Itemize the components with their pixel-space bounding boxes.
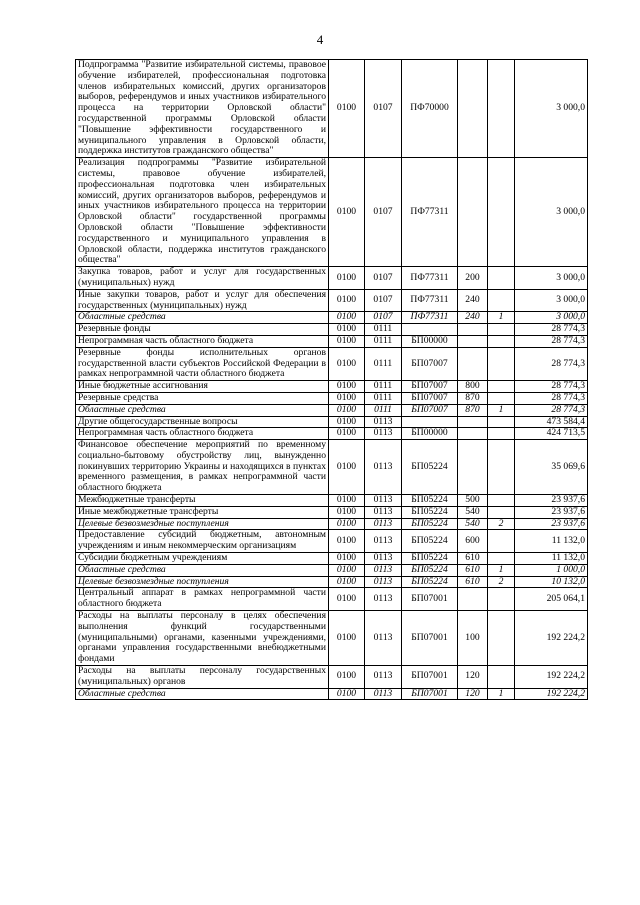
amount: 28 774,3 [515,381,588,393]
table-row [76,553,588,565]
funding-source: 1 [488,404,515,416]
funding-source [488,289,515,312]
expense-type: 200 [458,267,488,290]
amount: 424 713,5 [515,428,588,440]
row-name: Иные межбюджетные трансферты [76,506,329,518]
funding-source [488,440,515,495]
funding-source: 1 [488,688,515,700]
row-name: Областные средства [76,312,329,324]
row-name: Центральный аппарат в рамках непрограммной части областного бюджета [76,588,329,611]
table-row [76,518,588,530]
section-code: 0100 [329,404,365,416]
row-name: Расходы на выплаты персоналу в целях обеспечения выполнения функций государственными (муниципальными) органами, казенными учреждениями, органами управления государственными внебюджетными фондами [76,611,329,666]
funding-source: 1 [488,564,515,576]
table-row [76,324,588,336]
expense-type [458,60,488,158]
table-row [76,688,588,700]
section-code: 0100 [329,588,365,611]
amount: 23 937,6 [515,495,588,507]
section-code: 0100 [329,392,365,404]
funding-source [488,335,515,347]
section-code: 0100 [329,347,365,380]
target-code: БП05224 [402,564,458,576]
table-row [76,440,588,495]
subsection-code: 0113 [365,518,402,530]
target-code: БП05224 [402,518,458,530]
subsection-code: 0113 [365,440,402,495]
subsection-code: 0113 [365,495,402,507]
amount: 205 064,1 [515,588,588,611]
amount: 3 000,0 [515,289,588,312]
expense-type: 100 [458,611,488,666]
section-code: 0100 [329,506,365,518]
table-row [76,158,588,267]
amount: 28 774,3 [515,392,588,404]
expense-type: 870 [458,392,488,404]
section-code: 0100 [329,688,365,700]
table-row [76,392,588,404]
expense-type: 610 [458,564,488,576]
funding-source: 2 [488,576,515,588]
amount: 3 000,0 [515,312,588,324]
section-code: 0100 [329,611,365,666]
subsection-code: 0107 [365,289,402,312]
subsection-code: 0113 [365,506,402,518]
funding-source [488,392,515,404]
funding-source: 1 [488,312,515,324]
subsection-code: 0113 [365,666,402,689]
subsection-code: 0113 [365,553,402,565]
row-name: Областные средства [76,404,329,416]
target-code: БП05224 [402,553,458,565]
table-row [76,530,588,553]
amount: 192 224,2 [515,611,588,666]
amount: 3 000,0 [515,267,588,290]
subsection-code: 0113 [365,576,402,588]
amount: 28 774,3 [515,324,588,336]
expense-type: 240 [458,289,488,312]
subsection-code: 0111 [365,347,402,380]
subsection-code: 0107 [365,267,402,290]
table-row [76,428,588,440]
expense-type: 500 [458,495,488,507]
table-row [76,289,588,312]
row-name: Непрограммная часть областного бюджета [76,428,329,440]
expense-type: 610 [458,553,488,565]
amount: 11 132,0 [515,553,588,565]
expense-type [458,335,488,347]
target-code: БП00000 [402,335,458,347]
row-name: Закупка товаров, работ и услуг для государственных (муниципальных) нужд [76,267,329,290]
row-name: Резервные фонды исполнительных органов государственной власти субъектов Российской Федерации в рамках непрограммной части областного бюджета [76,347,329,380]
funding-source [488,506,515,518]
budget-table [75,59,588,700]
row-name: Другие общегосударственные вопросы [76,416,329,428]
table-row [76,588,588,611]
section-code: 0100 [329,335,365,347]
table-row [76,506,588,518]
table-row [76,576,588,588]
row-name: Расходы на выплаты персоналу государственных (муниципальных) органов [76,666,329,689]
target-code: ПФ70000 [402,60,458,158]
section-code: 0100 [329,495,365,507]
target-code: БП05224 [402,440,458,495]
row-name: Субсидии бюджетным учреждениям [76,553,329,565]
expense-type: 870 [458,404,488,416]
expense-type: 120 [458,688,488,700]
table-row [76,495,588,507]
target-code: БП05224 [402,576,458,588]
funding-source [488,416,515,428]
table-row [76,335,588,347]
target-code: ПФ77311 [402,267,458,290]
section-code: 0100 [329,312,365,324]
expense-type: 610 [458,576,488,588]
subsection-code: 0113 [365,530,402,553]
target-code: БП05224 [402,495,458,507]
subsection-code: 0111 [365,392,402,404]
amount: 23 937,6 [515,506,588,518]
amount: 35 069,6 [515,440,588,495]
subsection-code: 0111 [365,335,402,347]
row-name: Резервные средства [76,392,329,404]
table-row [76,564,588,576]
subsection-code: 0107 [365,60,402,158]
row-name: Резервные фонды [76,324,329,336]
subsection-code: 0111 [365,324,402,336]
row-name: Межбюджетные трансферты [76,495,329,507]
table-row [76,416,588,428]
subsection-code: 0107 [365,312,402,324]
target-code: БП07001 [402,611,458,666]
funding-source [488,553,515,565]
target-code: ПФ77311 [402,158,458,267]
funding-source [488,611,515,666]
amount: 1 000,0 [515,564,588,576]
amount: 28 774,3 [515,335,588,347]
row-name: Предоставление субсидий бюджетным, автономным учреждениям и иным некоммерческим организациям [76,530,329,553]
funding-source [488,588,515,611]
row-name: Иные бюджетные ассигнования [76,381,329,393]
section-code: 0100 [329,324,365,336]
row-name: Финансовое обеспечение мероприятий по временному социально-бытовому обустройству лиц, вынужденно покинувших территорию Украины и находящихся в пунктах временного размещения, в рамках непрограммной части областного бюджета [76,440,329,495]
section-code: 0100 [329,60,365,158]
section-code: 0100 [329,576,365,588]
section-code: 0100 [329,381,365,393]
amount: 3 000,0 [515,60,588,158]
section-code: 0100 [329,158,365,267]
amount: 28 774,3 [515,404,588,416]
table-row [76,611,588,666]
target-code: БП07001 [402,688,458,700]
table-row [76,381,588,393]
expense-type [458,158,488,267]
table-row [76,347,588,380]
expense-type: 800 [458,381,488,393]
row-name: Целевые безвозмездные поступления [76,518,329,530]
amount: 11 132,0 [515,530,588,553]
funding-source [488,267,515,290]
target-code: БП07001 [402,666,458,689]
funding-source [488,530,515,553]
target-code: БП07007 [402,404,458,416]
amount: 23 937,6 [515,518,588,530]
target-code: БП00000 [402,428,458,440]
amount: 192 224,2 [515,666,588,689]
row-name: Областные средства [76,564,329,576]
target-code: ПФ77311 [402,289,458,312]
table-row [76,666,588,689]
target-code: БП05224 [402,530,458,553]
expense-type [458,324,488,336]
row-name: Иные закупки товаров, работ и услуг для обеспечения государственных (муниципальных) нужд [76,289,329,312]
target-code: БП07007 [402,347,458,380]
section-code: 0100 [329,553,365,565]
funding-source [488,347,515,380]
target-code: БП07001 [402,588,458,611]
expense-type [458,588,488,611]
expense-type: 540 [458,518,488,530]
section-code: 0100 [329,440,365,495]
subsection-code: 0113 [365,564,402,576]
funding-source [488,381,515,393]
subsection-code: 0113 [365,611,402,666]
amount: 192 224,2 [515,688,588,700]
expense-type [458,440,488,495]
section-code: 0100 [329,267,365,290]
amount: 10 132,0 [515,576,588,588]
funding-source [488,428,515,440]
page-number: 4 [316,32,324,47]
section-code: 0100 [329,416,365,428]
row-name: Областные средства [76,688,329,700]
expense-type [458,416,488,428]
subsection-code: 0113 [365,588,402,611]
target-code: БП07007 [402,381,458,393]
expense-type: 600 [458,530,488,553]
funding-source [488,324,515,336]
amount: 473 584,4 [515,416,588,428]
target-code: БП07007 [402,392,458,404]
subsection-code: 0107 [365,158,402,267]
funding-source: 2 [488,518,515,530]
section-code: 0100 [329,666,365,689]
section-code: 0100 [329,518,365,530]
target-code: БП05224 [402,506,458,518]
target-code [402,324,458,336]
section-code: 0100 [329,428,365,440]
funding-source [488,60,515,158]
table-row [76,312,588,324]
section-code: 0100 [329,289,365,312]
amount: 28 774,3 [515,347,588,380]
funding-source [488,666,515,689]
funding-source [488,158,515,267]
table-row [76,60,588,158]
target-code [402,416,458,428]
table-row [76,267,588,290]
row-name: Реализация подпрограммы "Развитие избирательной системы, правовое обучение избирателей, профессиональная подготовка член избирательных комиссий, других организаторов выборов, референдумов и иных участников избирательного процесса на территории Орловской области" государственной программы Орловской области "Повышение эффективности государственного и муниципального управления в Орловской области, поддержка институтов гражданского общества" [76,158,329,267]
table-row [76,404,588,416]
section-code: 0100 [329,530,365,553]
funding-source [488,495,515,507]
expense-type [458,347,488,380]
amount: 3 000,0 [515,158,588,267]
target-code: ПФ77311 [402,312,458,324]
row-name: Подпрограмма "Развитие избирательной системы, правовое обучение избирателей, профессиональная подготовка членов избирательных комиссий, других организаторов выборов, референдумов и иных участников избирательного процесса на территории Орловской области" государственной программы Орловской области "Повышение эффективности государственного и муниципального управления в Орловской области, поддержка институтов гражданского общества" [76,60,329,158]
section-code: 0100 [329,564,365,576]
expense-type: 240 [458,312,488,324]
subsection-code: 0113 [365,416,402,428]
subsection-code: 0111 [365,404,402,416]
subsection-code: 0113 [365,428,402,440]
subsection-code: 0111 [365,381,402,393]
expense-type [458,428,488,440]
row-name: Целевые безвозмездные поступления [76,576,329,588]
row-name: Непрограммная часть областного бюджета [76,335,329,347]
expense-type: 120 [458,666,488,689]
subsection-code: 0113 [365,688,402,700]
expense-type: 540 [458,506,488,518]
